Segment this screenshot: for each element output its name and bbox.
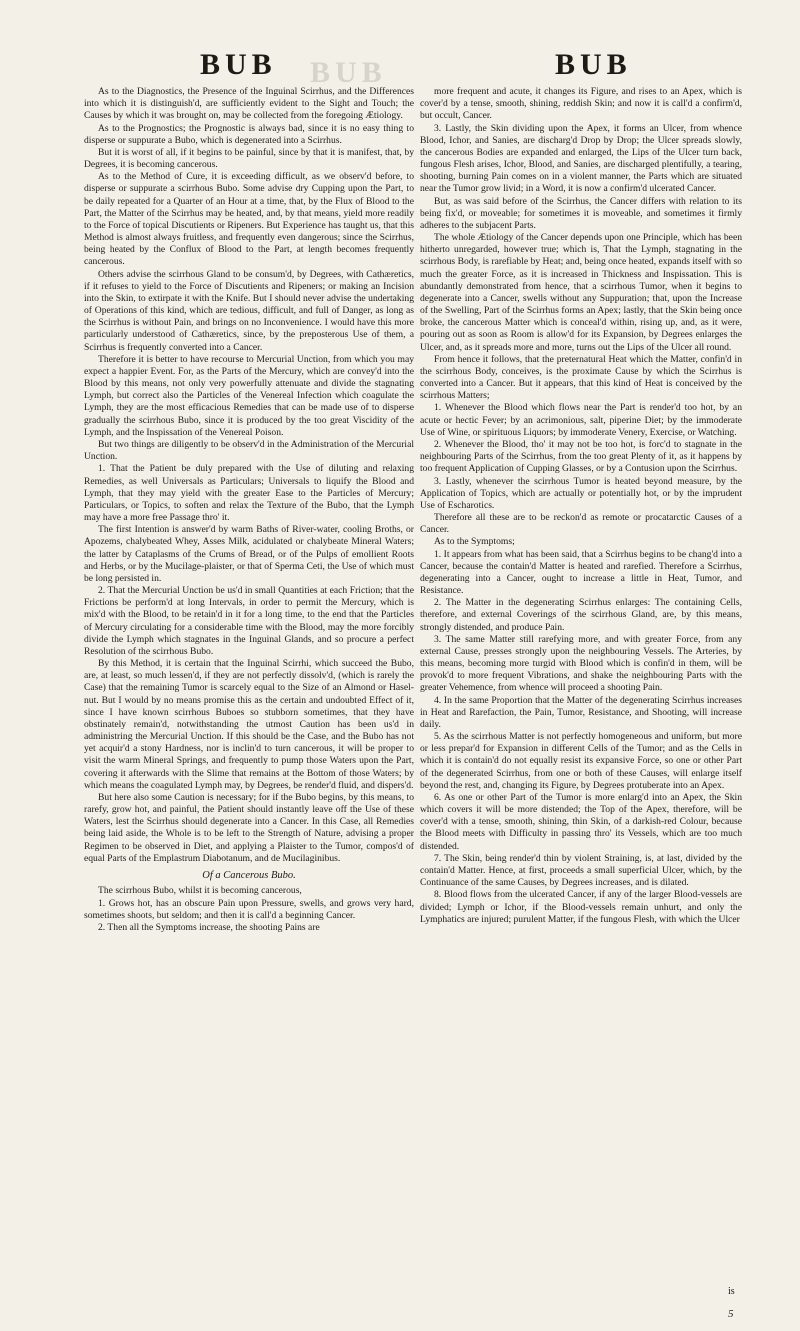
paragraph: The whole Ætiology of the Cancer depends upon one Principle, which has been hitherto unregarded, however true; which is, That the Lymph, stagnating in the scirrhous Body, is rarefiable by Heat; and, being once heated, expands itself with so much the greater Force, as it is increased in Thickness and Inspissation. This is abundantly demonstrated from hence, that a scirrhous Tumor, when it begins to degenerate into a Cancer, swells without any Suppuration; that, upon the Increase of the Swelling, Part of the Scirrhus forms an Apex; lastly, that the Skin being once broke, the cancerous Matter which is conceal'd within, rising up, and, as it were, pouring out as soon as Room is allow'd for its Expansion, by Degrees enlarges the Ulcer, and, as it spreads more and more, turns out the Lips of the Ulcer all round.	[420, 232, 742, 353]
paragraph: The first Intention is answer'd by warm Baths of River-water, cooling Broths, or Apozems, chalybeated Whey, Asses Milk, acidulated or chalybeate Mineral Waters; the latter by Cataplasms of the Crums of Bread, or of the Pulps of emollient Roots and Herbs, or by the Mucilage-plaister, or that of Sperma Ceti, the Use of which must be long persisted in.	[84, 524, 414, 584]
left-column	[84, 86, 414, 934]
paragraph: 2. That the Mercurial Unction be us'd in small Quantities at each Friction; that the Frictions be perform'd at long Intervals, in order to permit the Mercury, which is mix'd with the Blood, to be retain'd in it for a long time, to the end that the Particles of Mercury circulating for a considerable time with the Blood, may the more forcibly divide the Lymph which stagnates in the Inguinal Glands, and so procure a perfect Resolution of the scirrhous Bubo.	[84, 585, 414, 657]
section-title: Of a Cancerous Bubo.	[202, 870, 296, 881]
paragraph: 1. Grows hot, has an obscure Pain upon Pressure, swells, and grows very hard, sometimes shoots, but seldom; and then it is call'd a beginning Cancer.	[84, 897, 414, 921]
paragraph: more frequent and acute, it changes its Figure, and rises to an Apex, which is cover'd by a tense, smooth, shining, reddish Skin; and now it is call'd a confirm'd, but occult, Cancer.	[420, 86, 742, 122]
paragraph: As to the Method of Cure, it is exceeding difficult, as we observ'd before, to disperse or suppurate a scirrhous Bubo. Some advise dry Cupping upon the Part, to be daily repeated for a Quarter of an Hour at a time, that, by the Flux of Blood to the Part, the Matter of the Scirrhus may be heated, and, by that means, yield more readily to the Force of topical Discutients or Ripeners. But Experience has taught us, that this Method is almost always fruitless, and frequently even dangerous; since the Scirrhus, being heated by the Conflux of Blood to the Part, at length becomes frequently cancerous.	[84, 171, 414, 268]
paragraph: 5. As the scirrhous Matter is not perfectly homogeneous and uniform, but more or less prepar'd for Expansion in different Cells of the Tumor; and as the Cells in which it is contain'd do not equally resist its expansive Force, so one or other Part of the degenerated Scirrhus, from one or both of these Causes, will enlarge itself beyond the rest, and, changing its Figure, by Degrees protuberate into an Apex.	[420, 731, 742, 791]
paragraph: 1. That the Patient be duly prepared with the Use of diluting and relaxing Remedies, as well Universals as Particulars; Universals to liquify the Blood and Lymph, that they may yield with the greater Ease to the Particles of Mercury; Particulars, or Topics, to soften and relax the Texture of the Bubo, that the Lymph may have a more free Passage thro' it.	[84, 463, 414, 524]
paragraph: But two things are diligently to be observ'd in the Administration of the Mercurial Unction.	[84, 438, 414, 463]
paragraph: 7. The Skin, being render'd thin by violent Straining, is, at last, divided by the contain'd Matter. Hence, at first, proceeds a small superficial Ulcer, which, by the Continuance of the same Causes, by Degrees increases, and is dilated.	[420, 852, 742, 889]
left-column-paragraphs-after-title	[84, 885, 414, 934]
show-through-header: BUB	[310, 56, 387, 89]
paragraph: As to the Prognostics; the Prognostic is always bad, since it is no easy thing to disperse or suppurate a Bubo, which is degenerated into a Scirrhus.	[84, 122, 414, 146]
paragraph: From hence it follows, that the preternatural Heat which the Matter, confin'd in the scirrhous Body, conceives, is the proximate Cause by which the Scirrhus is converted into a Cancer. But it appears, that this kind of Heat is conceived by the scirrhous Matters;	[420, 353, 742, 402]
paragraph: Others advise the scirrhous Gland to be consum'd, by Degrees, with Cathæretics, if it refuses to yield to the Force of Discutients and Ripeners; or making an Incision into the Skin, to extirpate it with the Knife. But I should never advise the undertaking of Operations of this kind, which are tedious, difficult, and full of Danger, as long as the Scirrhus is without Pain, and brings on no Inconvenience. I would have this more particularly understood of Cathæretics, since, by the preposterous Use of them, a Scirrhus is frequently converted into a Cancer.	[84, 268, 414, 353]
paragraph: The scirrhous Bubo, whilst it is becoming cancerous,	[98, 885, 302, 897]
paragraph: But, as was said before of the Scirrhus, the Cancer differs with relation to its being fix'd, or moveable; for sometimes it is moveable, and sometimes it firmly adheres to the subjacent Parts.	[420, 195, 742, 231]
right-column	[420, 86, 742, 926]
running-header-right: BUB	[555, 48, 632, 81]
paragraph: 1. It appears from what has been said, that a Scirrhus begins to be chang'd into a Cancer, because the contain'd Matter is heated and rarefied. Therefore a Scirrhus, degenerating into a Cancer, ought to increase a little in Heat, Tumor, and Resistance.	[420, 548, 742, 597]
right-column-paragraphs	[420, 86, 742, 926]
paragraph: 6. As one or other Part of the Tumor is more enlarg'd into an Apex, the Skin which covers it will be more distended; the Top of the Apex, therefore, will be cover'd with a tense, smooth, shining, thin Skin, of a darkish-red Colour, because the Blood meets with Difficulty in passing thro' its Vessels, which are too much distended.	[420, 791, 742, 852]
paragraph: But here also some Caution is necessary; for if the Bubo begins, by this means, to rarefy, grow hot, and painful, the Patient should instantly leave off the Use of these Waters, lest the Scirrhus should degenerate into a Cancer. In this Case, all Remedies being laid aside, the Whole is to be left to the Strength of Nature, advising a proper Regimen to be observed in Diet, and applying a Plaister to the Tumor, compos'd of equal Parts of the Emplastrum Diabotanum, and de Mucilaginibus.	[84, 791, 414, 864]
paragraph: 8. Blood flows from the ulcerated Cancer, if any of the larger Blood-vessels are divided; Lymph or Ichor, if the Blood-vessels remain unhurt, and only the Lymphatics are injured; purulent Matter, if the fungous Flesh, with which the Ulcer	[420, 889, 742, 925]
paragraph: 3. The same Matter still rarefying more, and with greater Force, from any external Cause, presses strongly upon the neighbouring Vessels. The Arteries, by this means, becoming more turgid with Blood which is confin'd in them, will be provok'd to more frequent Vibrations, and shake the neighbouring Parts with the greater Vehemence, from whence will proceed a shooting Pain.	[420, 633, 742, 694]
paragraph: As to the Diagnostics, the Presence of the Inguinal Scirrhus, and the Differences into which it is distinguish'd, are sufficiently evident to the Sight and Touch; the Causes by which it was brought on, may be collected from the foregoing Ætiology.	[84, 86, 414, 122]
paragraph: 3. Lastly, the Skin dividing upon the Apex, it forms an Ulcer, from whence Blood, Ichor, and Sanies, are discharg'd Drop by Drop; the Ulcer spreads slowly, the cancerous Bodies are expanded and enlarged, the Lips of the Ulcer turn back, fungous Flesh arises, Ichor, Blood, and Sanies, are discharged plentifully, a tearing, shooting, burning Pain comes on in a violent manner, the Parts which are situated near the Tumor grow livid; in a Word, it is now a confirm'd ulcerated Cancer.	[420, 122, 742, 195]
paragraph: 2. Then all the Symptoms increase, the shooting Pains are	[98, 921, 320, 933]
paragraph: 2. The Matter in the degenerating Scirrhus enlarges: The containing Cells, therefore, and external Coverings of the scirrhous Gland, are, by this means, strongly distended, and produce Pain.	[420, 597, 742, 633]
paragraph: By this Method, it is certain that the Inguinal Scirrhi, which succeed the Bubo, are, at least, so much lessen'd, if they are not perfectly dissolv'd, (which is rarely the Case) that the remaining Tumor is scarcely equal to the Size of an Almond or Hasel-nut. But I would by no means promise this as the certain and undoubted Effect of it, since I have known scirrhous Buboes so stubborn sometimes, that they have obstinately remain'd, notwithstanding the utmost Caution has been us'd in administring the Mercurial Unction. If this should be the Case, and the Bubo has not yet acquir'd a stony Hardness, nor is inclin'd to turn cancerous, it will be proper to visit the warm Mineral Springs, and frequently to pump those Waters upon the Part, covering it afterwards with the Slime that remains at the Bottom of those Waters; by which means the coagulated Lymph may, by Degrees, be render'd fluid, and dispers'd.	[84, 658, 414, 791]
paragraph: 3. Lastly, whenever the scirrhous Tumor is heated beyond measure, by the Application of Topics, which are actually or potentially hot, or by the imprudent Use of Escharotics.	[420, 475, 742, 511]
paragraph: 1. Whenever the Blood which flows near the Part is render'd too hot, by an acute or hectic Fever; by an acrimonious, salt, piperine Diet; by the immoderate Use of Wine, or spirituous Liquors; by immoderate Venery, Exercise, or Watching.	[420, 402, 742, 438]
paragraph: As to the Symptoms;	[434, 536, 515, 548]
paragraph: Therefore all these are to be reckon'd as remote or procatarctic Causes of a Cancer.	[420, 512, 742, 536]
page-number: 5	[728, 1308, 734, 1320]
paragraph: 2. Whenever the Blood, tho' it may not be too hot, is forc'd to stagnate in the neighbouring Parts of the Scirrhus, from the too great Plenty of it, as it happens by too frequent Application of Cupping Glasses, or by a Contusion upon the Scirrhus.	[420, 438, 742, 475]
paragraph: Therefore it is better to have recourse to Mercurial Unction, from which you may expect a happier Event. For, as the Parts of the Mercury, which are convey'd into the Blood by this means, not only very powerfully attenuate and divide the stagnating Lymph, but correct also the Particles of the Venereal Infection which coagulate the Lymph, they are the most efficacious Remedies that can be made use of to disperse gradually the scirrhous Bubo, since it is produced by the too great Viscidity of the Lymph, and the Inspissation of the Venereal Poison.	[84, 353, 414, 438]
catchword: is	[728, 1286, 735, 1297]
left-column-paragraphs	[84, 86, 414, 865]
paragraph: But it is worst of all, if it begins to be painful, since by that it is manifest, that, by Degrees, it is becoming cancerous.	[84, 146, 414, 171]
running-header-left: BUB	[200, 48, 277, 81]
paragraph: 4. In the same Proportion that the Matter of the degenerating Scirrhus increases in Heat and Rarefaction, the Pain, Tumor, Resistance, and Shooting, will increase daily.	[420, 694, 742, 730]
